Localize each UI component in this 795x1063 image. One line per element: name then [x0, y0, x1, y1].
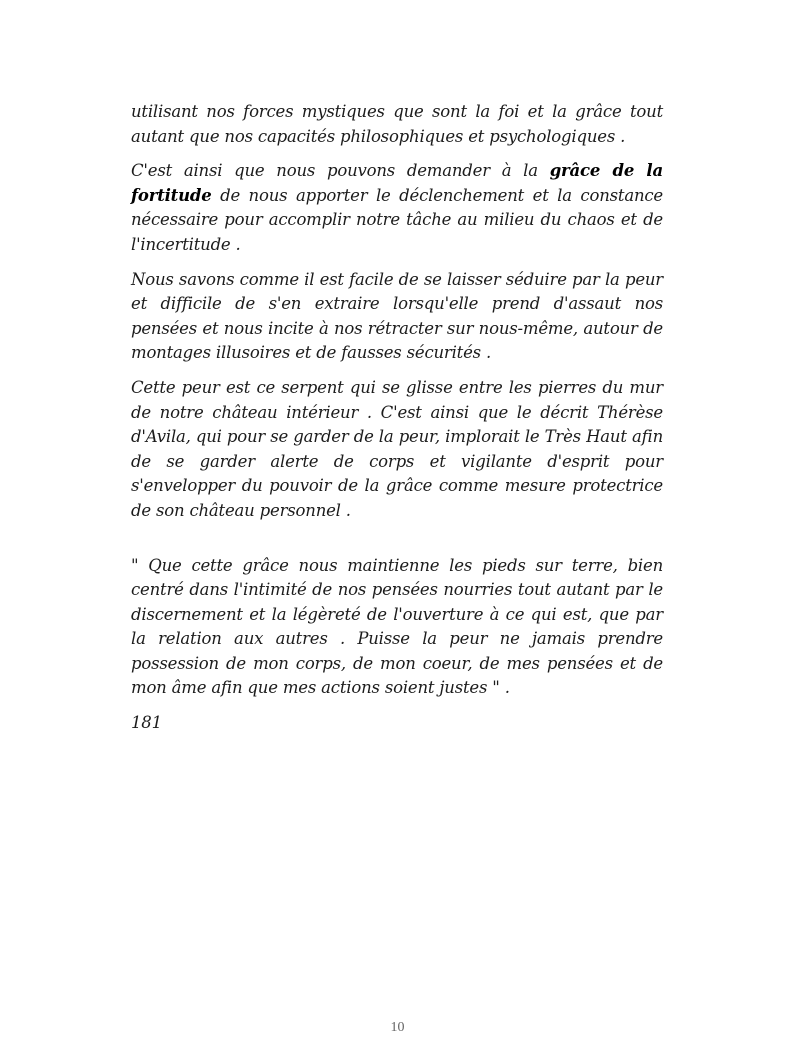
paragraph-2: [131, 159, 663, 257]
paragraph-1: utilisant nos forces mystiques que sont la foi et la grâce tout autant que nos capacités philosophiques et psychologiques .: [131, 102, 663, 146]
emphasis-grace-fortitude: grâce de la fortitude: [131, 161, 663, 205]
entry-number: 181: [131, 713, 162, 733]
paragraph-2-intro: C'est ainsi que nous pouvons demander à la: [131, 161, 550, 181]
paragraph-3: Nous savons comme il est facile de se laisser séduire par la peur et difficile de s'en extraire lorsqu'elle prend d'assaut nos pensées et nous incite à nos rétracter sur nous-même, autour de montages illusoires et de fausses sécurités .: [131, 269, 663, 363]
paragraph-2-rest: de nous apporter le déclenchement et la constance nécessaire pour accomplir notre tâche au milieu du chaos et de l'incertitude .: [131, 185, 663, 254]
page-number: 10: [390, 1020, 405, 1035]
prayer-quote: " Que cette grâce nous maintienne les pieds sur terre, bien centré dans l'intimité de nos pensées nourries tout autant par le discernement et la légèreté de l'ouverture à ce qui est, que par la relation aux autres . Puisse la peur ne jamais prendre possession de mon corps, de mon coeur, de mes pensées et de mon âme afin que mes actions soient justes " .: [131, 555, 663, 698]
page-body: [131, 100, 663, 746]
paragraph-4: Cette peur est ce serpent qui se glisse entre les pierres du mur de notre château intérieur . C'est ainsi que le décrit Thérèse d'Avila, qui pour se garder de la peur, implorait le Très Haut afin de se garder alerte de corps et vigilante d'esprit pour s'envelopper du pouvoir de la grâce comme mesure protectrice de son château personnel .: [131, 377, 663, 520]
